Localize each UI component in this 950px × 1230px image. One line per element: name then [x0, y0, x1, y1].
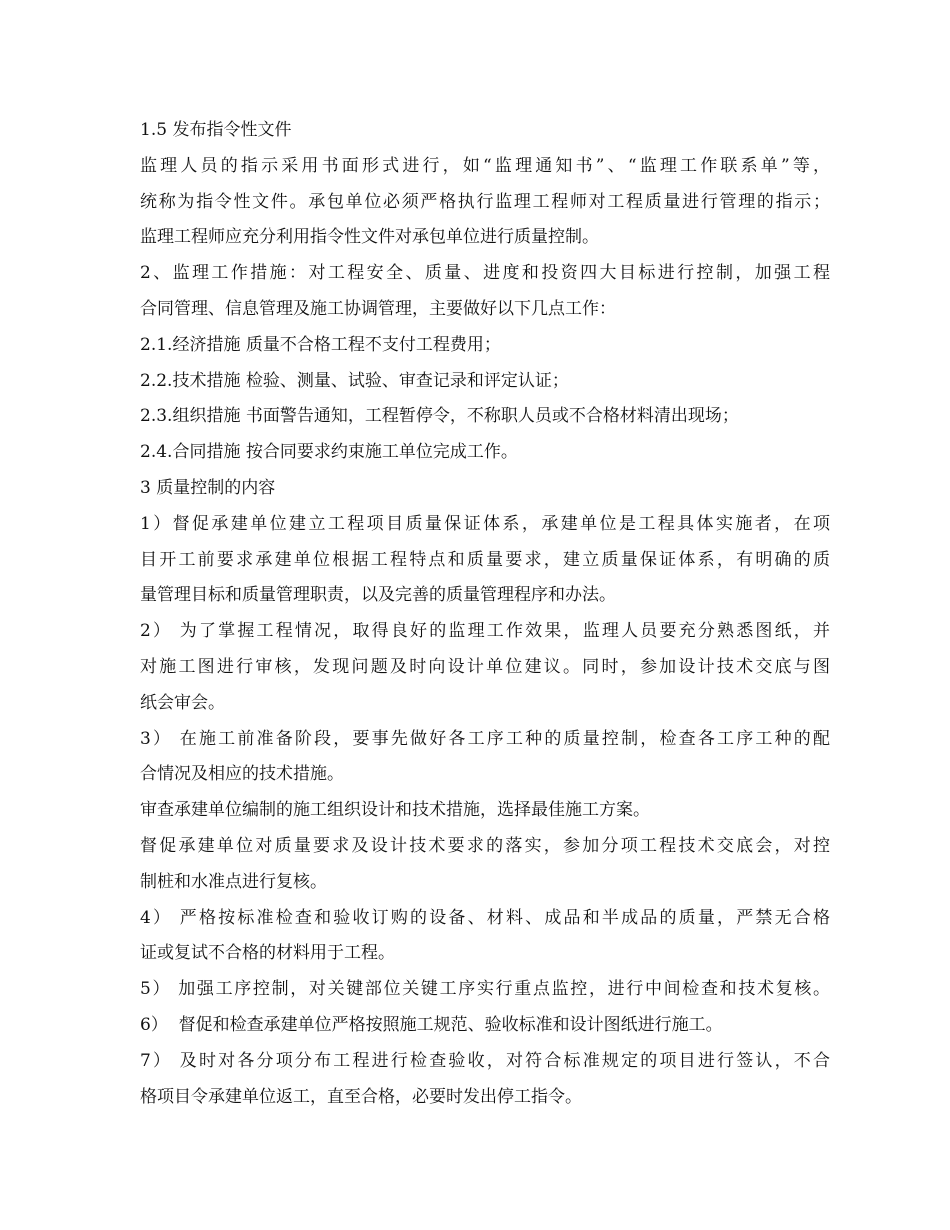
list-item-3: 3） 在施工前准备阶段，要事先做好各工序工种的质量控制，检查各工序工种的配	[140, 728, 830, 749]
paragraph-line: 制桩和水准点进行复核。	[140, 871, 327, 892]
measure-item-2-2: 2.2.技术措施 检验、测量、试验、审查记录和评定认证；	[140, 370, 569, 391]
paragraph-line: 量管理目标和质量管理职责，以及完善的质量管理程序和办法。	[140, 585, 616, 606]
list-item-6: 6） 督促和检查承建单位严格按照施工规范、验收标准和设计图纸进行施工。	[140, 1014, 723, 1035]
section-heading-2: 2、监理工作措施：对工程安全、质量、进度和投资四大目标进行控制，加强工程	[140, 263, 830, 284]
list-item-2: 2） 为了掌握工程情况，取得良好的监理工作效果，监理人员要充分熟悉图纸，并	[140, 621, 830, 642]
section-heading-1-5: 1.5 发布指令性文件	[140, 120, 292, 140]
paragraph-line: 格项目令承建单位返工，直至合格，必要时发出停工指令。	[140, 1086, 582, 1107]
section-heading-3: 3 质量控制的内容	[140, 477, 276, 498]
paragraph-line: 统称为指令性文件。承包单位必须严格执行监理工程师对工程质量进行管理的指示；	[140, 191, 830, 212]
paragraph-line: 监理人员的指示采用书面形式进行，如“监理通知书”、“监理工作联系单”等，	[140, 155, 830, 176]
document-body	[140, 113, 830, 1115]
paragraph-line: 证或复试不合格的材料用于工程。	[140, 943, 395, 964]
paragraph-line: 对施工图进行审核，发现问题及时向设计单位建议。同时，参加设计技术交底与图	[140, 656, 830, 677]
list-item-4: 4） 严格按标准检查和验收订购的设备、材料、成品和半成品的质量，严禁无合格	[140, 907, 830, 928]
measure-item-2-3: 2.3.组织措施 书面警告通知，工程暂停令，不称职人员或不合格材料清出现场；	[140, 406, 739, 427]
paragraph-line: 目开工前要求承建单位根据工程特点和质量要求，建立质量保证体系，有明确的质	[140, 549, 830, 570]
paragraph-line: 监理工程师应充分利用指令性文件对承包单位进行质量控制。	[140, 227, 599, 248]
measure-item-2-1: 2.1.经济措施 质量不合格工程不支付工程费用；	[140, 334, 501, 355]
paragraph-line: 合情况及相应的技术措施。	[140, 764, 344, 785]
list-item-5: 5） 加强工序控制，对关键部位关键工序实行重点监控，进行中间检查和技术复核。	[140, 979, 830, 1000]
paragraph-line: 纸会审会。	[140, 692, 225, 713]
list-item-1: 1）督促承建单位建立工程项目质量保证体系，承建单位是工程具体实施者，在项	[140, 513, 830, 534]
list-item-7: 7） 及时对各分项分布工程进行检查验收，对符合标准规定的项目进行签认，不合	[140, 1050, 830, 1071]
paragraph-line: 审查承建单位编制的施工组织设计和技术措施，选择最佳施工方案。	[140, 800, 650, 821]
paragraph-line: 合同管理、信息管理及施工协调管理，主要做好以下几点工作：	[140, 298, 616, 319]
paragraph-line: 督促承建单位对质量要求及设计技术要求的落实，参加分项工程技术交底会，对控	[140, 835, 830, 856]
measure-item-2-4: 2.4.合同措施 按合同要求约束施工单位完成工作。	[140, 442, 518, 463]
